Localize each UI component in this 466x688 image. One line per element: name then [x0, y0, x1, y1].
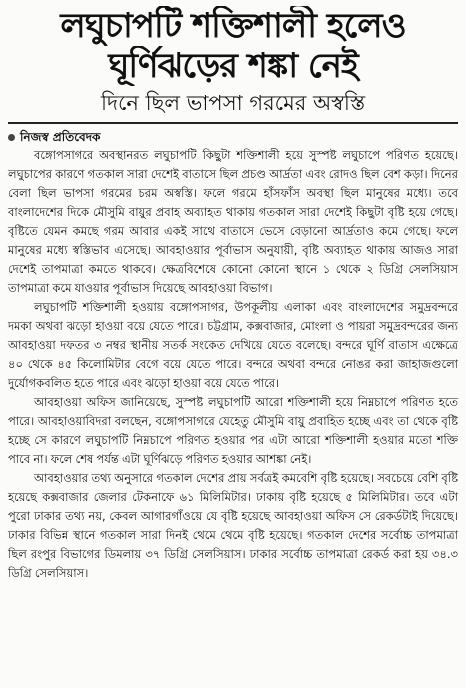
paragraph-1: বঙ্গোপসাগরে অবস্থানরত লঘুচাপটি কিছুটা শক্তিশালী হয়ে সুস্পষ্ট লঘুচাপে পরিণত হয়েছে। লঘুচাপের কারণে গতকাল সারা দেশেই বাতাসে ছিল প্রচণ্ড আর্দ্রতা এবং রোদও ছিল বেশ কড়া। দিনের বেলা ছিল ভাপসা গরমের চরম অস্বস্তি। ফলে গরমে হাঁসফাঁস অবস্থা ছিল মানুষের মধ্যে। তবে বাংলাদেশের দিকে মৌসুমি বায়ুর প্রবাহ অব্যাহত থাকায় গতকাল সারা দেশেই কিছুটা বৃষ্টি হয়ে গেছে। বৃষ্টিতে যেমন কমছে গরম আবার একই সাথে বাতাসে ভেসে বেড়ানো আর্দ্রতাও কমে গেছে। ফলে মানুষের মধ্যে স্বস্তিভাব এসেছে। আবহাওয়ার পূর্বাভাস অনুযায়ী, বৃষ্টি অব্যাহত থাকায় আজও সারা দেশেই তাপমাত্রা কমতে থাকবে। ক্ষেত্রবিশেষে কোনো কোনো স্থানে ১ থেকে ২ ডিগ্রি সেলসিয়াস তাপমাত্রা কমে যাওয়ার পূর্বাভাস দিয়েছে আবহাওয়া বিভাগ।: [8, 148, 458, 295]
paragraph-4: আবহাওয়ার তথ্য অনুসারে গতকাল দেশের প্রায় সর্বত্রই কমবেশি বৃষ্টি হয়েছে। সবচেয়ে বেশি বৃষ্টি হয়েছে কক্সবাজার জেলার টেকনাফে ৬১ মিলিমিটার। ঢাকায় বৃষ্টি হয়েছে ৫ মিলিমিটার। তবে এটা পুরো ঢাকার তথ্য নয়, কেবল আগারগাঁওয়ে যে বৃষ্টি হয়েছে আবহাওয়া অফিস সে রেকর্ডটাই দিয়েছে। ঢাকার বিভিন্ন স্থানে গতকাল সারা দিনই থেমে থেমে বৃষ্টি হয়েছে। গতকাল দেশের সর্বোচ্চ তাপমাত্রা ছিল রংপুর বিভাগের ডিমলায় ৩৭ ডিগ্রি সেলসিয়াস। ঢাকার সর্বোচ্চ তাপমাত্রা রেকর্ড করা হয় ৩৪.৩ ডিগ্রি সেলসিয়াস।: [8, 471, 458, 580]
divider-rule: [8, 122, 458, 124]
article-body: [8, 146, 458, 583]
bullet-icon: [8, 134, 15, 141]
headline-line-1: লঘুচাপটি শক্তিশালী হলেও: [60, 6, 406, 46]
headline-line-2: ঘূর্ণিঝড়ের শঙ্কা নেই: [108, 46, 358, 86]
paragraph-3: আবহাওয়া অফিস জানিয়েছে, সুস্পষ্ট লঘুচাপটি আরো শক্তিশালী হয়ে নিম্নচাপে পরিণত হতে পারে। আবহাওয়াবিদরা বলছেন, বঙ্গোপসাগরে যেহেতু মৌসুমি বায়ু প্রবাহিত হচ্ছে এবং তা থেকে বৃষ্টি হচ্ছে সে কারণে লঘুচাপটি নিম্নচাপে পরিণত হওয়ার পর এটা আরো শক্তিশালী হওয়ার মতো শক্তি পাবে না। ফলে শেষ পর্যন্ত এটা ঘূর্ণিঝড়ে পরিণত হওয়ার আশঙ্কা নেই।: [8, 395, 458, 466]
paragraph-2: লঘুচাপটি শক্তিশালী হওয়ায় বঙ্গোপসাগর, উপকূলীয় এলাকা এবং বাংলাদেশের সমুদ্রবন্দরে দমকা অথবা ঝড়ো হাওয়া বয়ে যেতে পারে। চট্টগ্রাম, কক্সবাজার, মোংলা ও পায়রা সমুদ্রবন্দরের জন্য আবহাওয়া দফতর ৩ নম্বর স্থানীয় সতর্ক সংকেত দেখিয়ে যেতে বলেছে। বন্দরে ঘূর্ণি বাতাস এক্ষেত্রে ৪০ থেকে ৪৫ কিলোমিটার বেগে বয়ে যেতে পারে। বন্দরে অথবা বন্দরে নোঙর করা জাহাজগুলো দুর্যোগকবলিত হতে পারে এবং ঝড়ো হাওয়া বয়ে যেতে পারে।: [8, 300, 458, 390]
subheadline: দিনে ছিল ভাপসা গরমের অস্বস্তি: [100, 91, 366, 115]
cut-off-text-edge: [0, 676, 466, 688]
byline-text: নিজস্ব প্রতিবেদক: [20, 130, 101, 144]
byline: [8, 129, 458, 145]
